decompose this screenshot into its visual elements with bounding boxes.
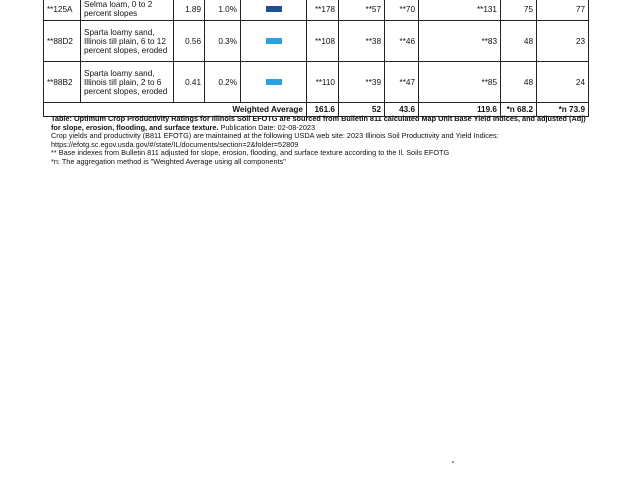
oats-average: 119.6: [419, 103, 501, 117]
aggregation-note: *n: The aggregation method is "Weighted Average using all components": [51, 156, 286, 166]
soybeans-average: 52: [339, 103, 385, 117]
acres-cell: 0.56: [174, 21, 205, 62]
soil-description: Selma loam, 0 to 2 percent slopes: [81, 0, 174, 21]
soil-description: Sparta loamy sand, Illinois till plain, 2 to 6 percent slopes, eroded: [81, 62, 174, 103]
oats-cell: **85: [419, 62, 501, 103]
weighted-average-label: Weighted Average: [44, 103, 307, 117]
oats-cell: **83: [419, 21, 501, 62]
map-unit-symbol: **125A: [44, 0, 81, 21]
soybeans-cell: **57: [339, 0, 385, 21]
legend-swatch-cell: [241, 0, 307, 21]
map-unit-symbol: **88D2: [44, 21, 81, 62]
soybeans-cell: **39: [339, 62, 385, 103]
table-caption-line: [51, 115, 591, 132]
table-row: [44, 62, 589, 103]
legend-swatch-cell: [241, 62, 307, 103]
crop-yields-note: Crop yields and productivity (B811 EFOTG) are maintained at the following USDA web site: 2023 Illinois Soil Productivity and Yield Indices: https://efotg.sc.egov.usda.gov/#/state/IL/documents/section=2&folder=52809: [51, 131, 499, 149]
legend-swatch: [266, 38, 282, 44]
table-notes: [51, 115, 591, 167]
scan-speck: [452, 461, 454, 463]
soil-productivity-table: [43, 0, 589, 117]
map-unit-symbol: **88B2: [44, 62, 81, 103]
base-indexes-note: ** Base indexes from Bulletin 811 adjusted for slope, erosion, flooding, and surface texture according to the Il. Soils EFOTG: [51, 148, 450, 158]
percent-cell: 0.2%: [205, 62, 241, 103]
corn-cell: **108: [307, 21, 339, 62]
corn-average: 161.6: [307, 103, 339, 117]
pi-adjusted-cell: 24: [537, 62, 589, 103]
percent-cell: 0.3%: [205, 21, 241, 62]
percent-cell: 1.0%: [205, 0, 241, 21]
publication-date: Publication Date: 02-08-2023: [218, 122, 315, 132]
table-row: [44, 0, 589, 21]
pi-adjusted-cell: 23: [537, 21, 589, 62]
corn-cell: **178: [307, 0, 339, 21]
legend-swatch: [266, 6, 282, 12]
acres-cell: 1.89: [174, 0, 205, 21]
pi-adjusted-average: *n 73.9: [537, 103, 589, 117]
pi-base-cell: 48: [501, 62, 537, 103]
oats-cell: **131: [419, 0, 501, 21]
corn-cell: **110: [307, 62, 339, 103]
legend-swatch: [266, 79, 282, 85]
pi-base-average: *n 68.2: [501, 103, 537, 117]
table-caption: Table: Optimum Crop Productivity Ratings for Illinois Soil EFOTG are sourced from Bulletin 811 calculated Map Unit Base Yield Indices, and adjusted (Adj) for slope, erosion, flooding, and surface texture.: [51, 114, 586, 132]
wheat-cell: **70: [385, 0, 419, 21]
pi-base-cell: 75: [501, 0, 537, 21]
pi-adjusted-cell: 77: [537, 0, 589, 21]
wheat-average: 43.6: [385, 103, 419, 117]
wheat-cell: **47: [385, 62, 419, 103]
wheat-cell: **46: [385, 21, 419, 62]
legend-swatch-cell: [241, 21, 307, 62]
acres-cell: 0.41: [174, 62, 205, 103]
soybeans-cell: **38: [339, 21, 385, 62]
table-row: [44, 21, 589, 62]
pi-base-cell: 48: [501, 21, 537, 62]
soil-description: Sparta loamy sand, Illinois till plain, 6 to 12 percent slopes, eroded: [81, 21, 174, 62]
